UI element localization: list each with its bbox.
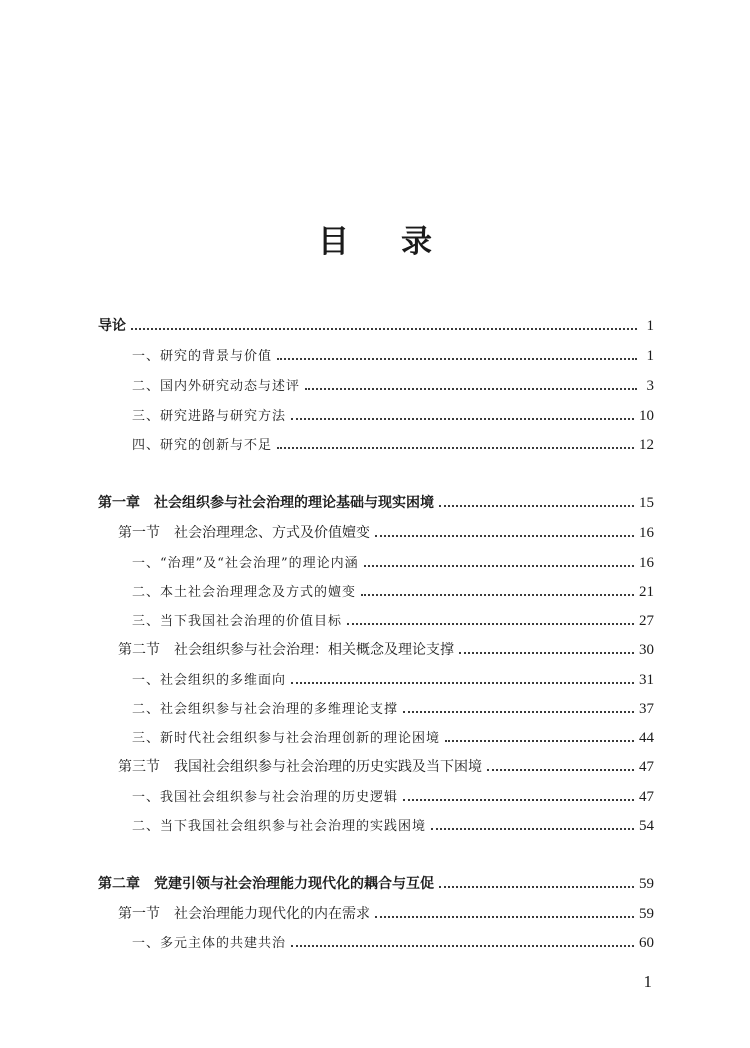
toc-entry-title: 二、当下我国社会组织参与社会治理的实践困境	[132, 819, 427, 834]
toc-leader-dots	[347, 623, 634, 625]
toc-entry-sub-1-3-1[interactable]	[0, 785, 750, 809]
toc-page-number: 47	[639, 759, 654, 775]
toc-entry-title: 一、研究的背景与价值	[132, 349, 273, 364]
toc-leader-dots	[277, 447, 634, 449]
toc-page-number: 1	[646, 318, 654, 334]
toc-page-number: 30	[639, 642, 654, 658]
toc-entry-title: 导论	[98, 318, 126, 334]
toc-leader-dots	[131, 328, 637, 330]
toc-entry	[98, 491, 654, 515]
toc-entry-sub-1-1-2[interactable]	[0, 580, 750, 604]
toc-entry-intro-2[interactable]	[0, 374, 750, 398]
toc-entry-title: 第三节 我国社会组织参与社会治理的历史实践及当下困境	[118, 759, 482, 775]
toc-page-number: 27	[639, 613, 654, 629]
toc-page-number: 47	[639, 789, 654, 805]
toc-entry	[98, 872, 654, 896]
toc-leader-dots	[305, 388, 637, 390]
toc-leader-dots	[375, 535, 634, 537]
toc-entry-title: 一、多元主体的共建共治	[132, 936, 287, 951]
toc-leader-dots	[364, 565, 634, 567]
toc-entry-title: 第二节 社会组织参与社会治理：相关概念及理论支撑	[118, 642, 454, 658]
toc-leader-dots	[403, 799, 634, 801]
toc-entry	[118, 638, 654, 662]
toc-page-number: 10	[639, 408, 654, 424]
toc-leader-dots	[291, 682, 634, 684]
toc-entry	[132, 433, 654, 457]
toc-leader-dots	[439, 886, 634, 888]
toc-entry	[132, 609, 654, 633]
toc-entry-sub-1-1-1[interactable]	[0, 551, 750, 575]
toc-entry-title: 第一节 社会治理理念、方式及价值嬗变	[118, 525, 370, 541]
toc-page-number: 15	[639, 495, 654, 511]
toc-leader-dots	[361, 594, 634, 596]
toc-entry	[132, 726, 654, 750]
toc-page-number: 31	[639, 672, 654, 688]
toc-entry	[118, 521, 654, 545]
toc-entry-title: 三、新时代社会组织参与社会治理创新的理论困境	[132, 731, 441, 746]
page-number: 1	[643, 972, 652, 991]
toc-entry-section-1-3[interactable]	[0, 755, 750, 779]
toc-entry	[132, 551, 654, 575]
toc-entry	[132, 344, 654, 368]
toc-page-number: 44	[639, 730, 654, 746]
toc-entry	[132, 931, 654, 955]
toc-entry-title: 二、社会组织参与社会治理的多维理论支撑	[132, 702, 399, 717]
toc-page-number: 16	[639, 555, 654, 571]
toc-page-number: 37	[639, 701, 654, 717]
toc-entry-title: 三、当下我国社会治理的价值目标	[132, 614, 343, 629]
toc-entry	[98, 314, 654, 338]
toc-entry	[118, 755, 654, 779]
toc-leader-dots	[459, 652, 634, 654]
toc-entry-title: 一、我国社会组织参与社会治理的历史逻辑	[132, 790, 399, 805]
toc-entry-intro-1[interactable]	[0, 344, 750, 368]
toc-page-number: 21	[639, 584, 654, 600]
toc-page-number: 59	[639, 906, 654, 922]
toc-page-number: 12	[639, 437, 654, 453]
toc-entry-sub-1-1-3[interactable]	[0, 609, 750, 633]
toc-entry-section-2-1[interactable]	[0, 902, 750, 926]
toc-page-number: 16	[639, 525, 654, 541]
toc-entry-intro[interactable]	[0, 314, 750, 338]
toc-entry-sub-2-1-1[interactable]	[0, 931, 750, 955]
toc-entry-chapter-2[interactable]	[0, 872, 750, 896]
toc-entry	[132, 785, 654, 809]
toc-entry-sub-1-3-2[interactable]	[0, 814, 750, 838]
toc-page-number: 59	[639, 876, 654, 892]
toc-entry-title: 一、“治理”及“社会治理”的理论内涵	[132, 556, 359, 571]
toc-entry-chapter-1[interactable]	[0, 491, 750, 515]
toc-entry	[132, 374, 654, 398]
toc-page-number: 3	[646, 378, 654, 394]
toc-entry-title: 三、研究进路与研究方法	[132, 409, 287, 424]
toc-entry-section-1-2[interactable]	[0, 638, 750, 662]
toc-entry-title: 二、本土社会治理理念及方式的嬗变	[132, 585, 357, 600]
toc-page-number: 54	[639, 818, 654, 834]
toc-entry	[132, 814, 654, 838]
toc-entry-title: 第一章 社会组织参与社会治理的理论基础与现实困境	[98, 495, 434, 511]
toc-entry-title: 四、研究的创新与不足	[132, 438, 273, 453]
page-title: 目录	[318, 224, 484, 260]
toc-leader-dots	[403, 711, 634, 713]
toc-entry-sub-1-2-3[interactable]	[0, 726, 750, 750]
toc-entry	[118, 902, 654, 926]
toc-page-number: 60	[639, 935, 654, 951]
toc-leader-dots	[439, 505, 634, 507]
toc-entry	[132, 697, 654, 721]
toc-entry-title: 二、国内外研究动态与述评	[132, 379, 301, 394]
toc-leader-dots	[375, 916, 634, 918]
toc-entry	[132, 580, 654, 604]
toc-entry-section-1-1[interactable]	[0, 521, 750, 545]
toc-entry	[132, 668, 654, 692]
toc-leader-dots	[277, 358, 637, 360]
toc-entry-sub-1-2-2[interactable]	[0, 697, 750, 721]
toc-entry-intro-4[interactable]	[0, 433, 750, 457]
toc-entry-title: 第一节 社会治理能力现代化的内在需求	[118, 906, 370, 922]
toc-entry-sub-1-2-1[interactable]	[0, 668, 750, 692]
toc-entry-intro-3[interactable]	[0, 404, 750, 428]
toc-leader-dots	[291, 945, 634, 947]
toc-entry-title: 一、社会组织的多维面向	[132, 673, 287, 688]
toc-entry-title: 第二章 党建引领与社会治理能力现代化的耦合与互促	[98, 876, 434, 892]
toc-page-number: 1	[646, 348, 654, 364]
toc-leader-dots	[291, 418, 634, 420]
toc-leader-dots	[445, 740, 634, 742]
toc-leader-dots	[487, 769, 634, 771]
toc-entry	[132, 404, 654, 428]
toc-leader-dots	[431, 828, 634, 830]
